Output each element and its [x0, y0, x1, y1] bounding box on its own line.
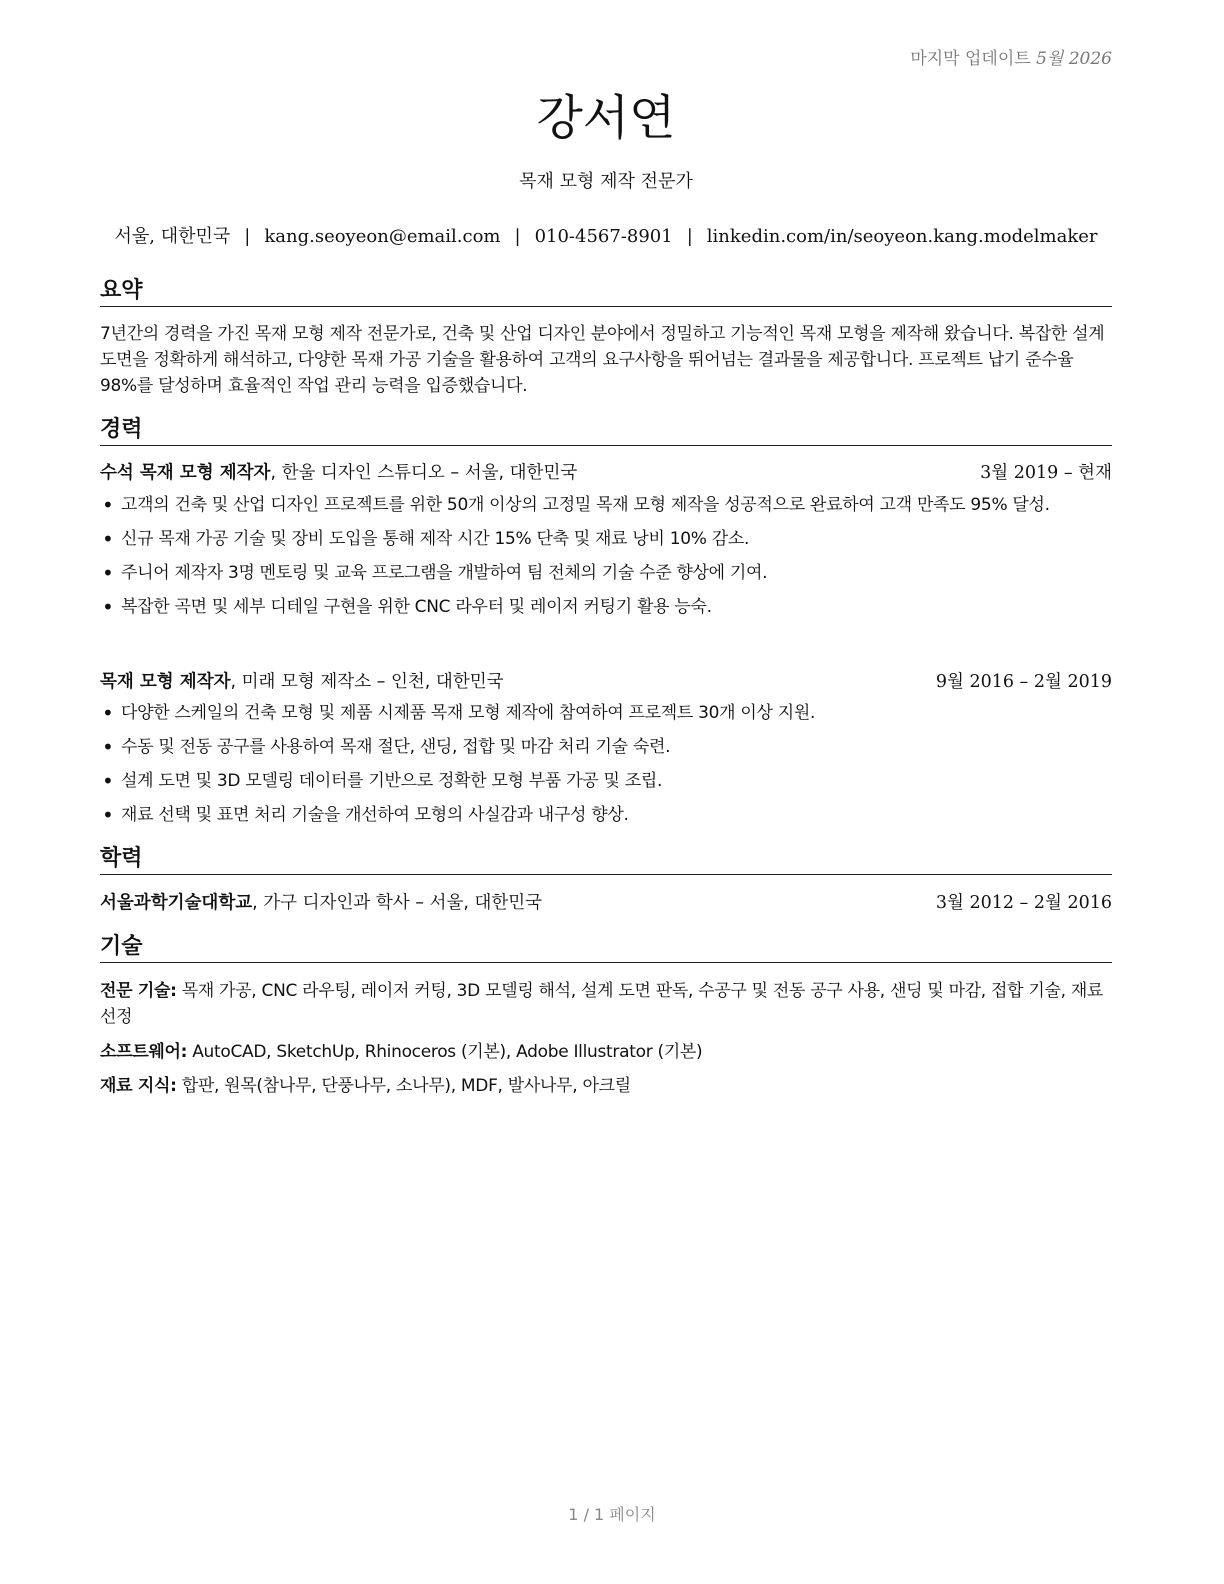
candidate-title: 목재 모형 제작 전문가 — [519, 171, 693, 192]
section-heading-summary: 요약 — [100, 277, 1112, 307]
skill-line — [100, 1073, 1112, 1099]
job-bullets — [100, 492, 1112, 628]
skill-line — [100, 1039, 1112, 1065]
skill-text: AutoCAD, SketchUp, Rhinoceros (기본), Adobe Illustrator (기본) — [187, 1042, 703, 1062]
list-item: • 재료 선택 및 표면 처리 기술을 개선하여 모형의 사실감과 내구성 향상. — [100, 802, 1112, 828]
list-item: • 복잡한 곡면 및 세부 디테일 구현을 위한 CNC 라우터 및 레이저 커팅기 활용 능숙. — [100, 594, 1112, 620]
job-org: , 미래 모형 제작소 – 인천, 대한민국 — [230, 672, 504, 692]
last-updated — [910, 44, 1112, 69]
skill-label: 소프트웨어: — [100, 1042, 188, 1062]
education-detail: , 가구 디자인과 학사 – 서울, 대한민국 — [252, 893, 543, 913]
skill-line — [100, 978, 1112, 1030]
summary-paragraph: 7년간의 경력을 가진 목재 모형 제작 전문가로, 건축 및 산업 디자인 분야에서 정밀하고 기능적인 목재 모형을 제작해 왔습니다. 복잡한 설계 도면을 정확하게 해석하고, 다양한 목재 가공 기술을 활용하여 고객의 요구사항을 뛰어넘는 결과물을 제공합니다. 프로젝트 납기 준수율 98%를 달성하며 효율적인 작업 관리 능력을 입증했습니다. — [100, 324, 1105, 396]
job-dates: 9월 2016 – 2월 2019 — [935, 672, 1112, 692]
skill-label: 전문 기술: — [100, 981, 177, 1001]
last-updated-date: 5월 2026 — [1036, 49, 1112, 69]
section-heading-experience: 경력 — [100, 416, 1112, 446]
page-number: 1 / 1 페이지 — [568, 1505, 656, 1524]
job-heading — [100, 670, 1112, 694]
list-item: • 주니어 제작자 3명 멘토링 및 교육 프로그램을 개발하여 팀 전체의 기술 수준 향상에 기여. — [100, 560, 1112, 586]
job-bullets — [100, 700, 1112, 836]
section-heading-education: 학력 — [100, 845, 1112, 875]
education-school: 서울과학기술대학교 — [100, 893, 253, 913]
education-entry — [100, 891, 1112, 915]
contact-email[interactable]: kang.seoyeon@email.com — [264, 226, 501, 247]
list-item: • 설계 도면 및 3D 모델링 데이터를 기반으로 정확한 모형 부품 가공 및 조립. — [100, 768, 1112, 794]
list-item: • 수동 및 전동 공구를 사용하여 목재 절단, 샌딩, 접합 및 마감 처리 기술 숙련. — [100, 734, 1112, 760]
job-role: 수석 목재 모형 제작자 — [100, 463, 271, 483]
job-role: 목재 모형 제작자 — [100, 672, 231, 692]
skill-label: 재료 지식: — [100, 1076, 177, 1096]
last-updated-label: 마지막 업데이트 — [910, 49, 1031, 69]
contact-linkedin[interactable]: linkedin.com/in/seoyeon.kang.modelmaker — [706, 226, 1098, 247]
skill-text: 목재 가공, CNC 라우팅, 레이저 커팅, 3D 모델링 해석, 설계 도면 판독, 수공구 및 전동 공구 사용, 샌딩 및 마감, 접합 기술, 재료 선정 — [100, 981, 1104, 1027]
contact-line: 서울, 대한민국 | kang.seoyeon@email.com | 010-4567-8901 | linkedin.com/in/seoyeon.kang.modelmaker — [114, 226, 1098, 247]
list-item: • 고객의 건축 및 산업 디자인 프로젝트를 위한 50개 이상의 고정밀 목재 모형 제작을 성공적으로 완료하여 고객 만족도 95% 달성. — [100, 492, 1112, 518]
job-org: , 한울 디자인 스튜디오 – 서울, 대한민국 — [270, 463, 578, 483]
candidate-name: 강서연 — [536, 90, 676, 146]
contact-phone: 010-4567-8901 — [534, 226, 673, 247]
job-dates: 3월 2019 – 현재 — [980, 463, 1112, 483]
skill-text: 합판, 원목(참나무, 단풍나무, 소나무), MDF, 발사나무, 아크릴 — [176, 1076, 631, 1096]
education-dates: 3월 2012 – 2월 2016 — [935, 893, 1112, 913]
list-item: • 신규 목재 가공 기술 및 장비 도입을 통해 제작 시간 15% 단축 및 재료 낭비 10% 감소. — [100, 526, 1112, 552]
contact-location: 서울, 대한민국 — [114, 226, 231, 247]
section-heading-skills: 기술 — [100, 933, 1112, 963]
list-item: • 다양한 스케일의 건축 모형 및 제품 시제품 목재 모형 제작에 참여하여 프로젝트 30개 이상 지원. — [100, 700, 1112, 726]
job-heading — [100, 461, 1112, 485]
